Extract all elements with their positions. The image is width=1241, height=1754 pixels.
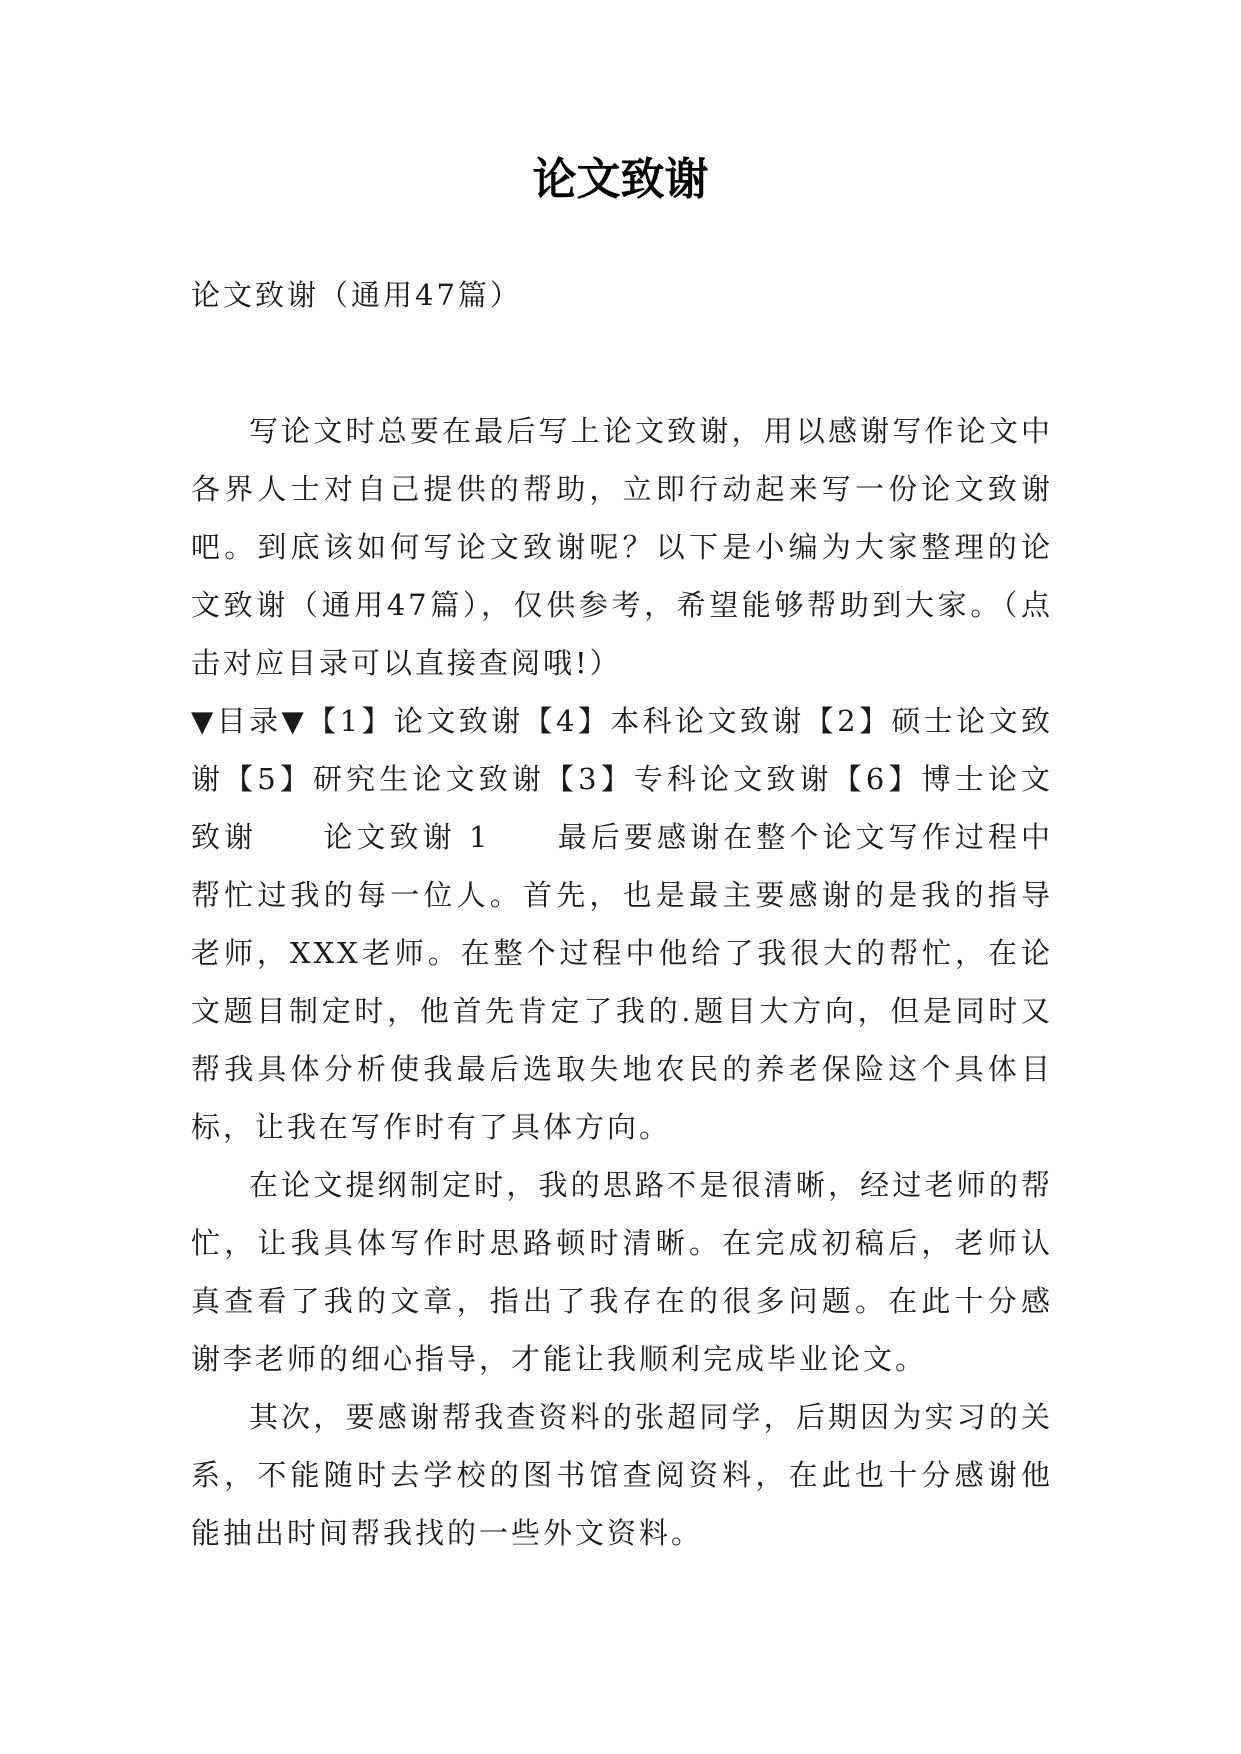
classmate-paragraph: 其次，要感谢帮我查资料的张超同学，后期因为实习的关系，不能随时去学校的图书馆查阅资料，在此也十分感谢他能抽出时间帮我找的一些外文资料。 <box>191 1400 1053 1550</box>
intro-paragraph: 写论文时总要在最后写上论文致谢，用以感谢写作论文中各界人士对自己提供的帮助，立即行动起来写一份论文致谢吧。到底该如何写论文致谢呢？以下是小编为大家整理的论文致谢（通用47篇），仅供参考，希望能够帮助到大家。（点击对应目录可以直接查阅哦!） <box>191 414 1053 680</box>
outline-paragraph: 在论文提纲制定时，我的思路不是很清晰，经过老师的帮忙，让我具体写作时思路顿时清晰。在完成初稿后，老师认真查看了我的文章，指出了我存在的很多问题。在此十分感谢李老师的细心指导，才能让我顺利完成毕业论文。 <box>191 1168 1053 1376</box>
toc-and-acknowledgement-paragraph: ▼目录▼【1】论文致谢【4】本科论文致谢【2】硕士论文致谢【5】研究生论文致谢【3】专科论文致谢【6】博士论文致谢 论文致谢 1 最后要感谢在整个论文写作过程中帮忙过我的每一位人。首先，也是最主要感谢的是我的指导老师，XXX老师。在整个过程中他给了我很大的帮忙，在论文题目制定时，他首先肯定了我的.题目大方向，但是同时又帮我具体分析使我最后选取失地农民的养老保险这个具体目标，让我在写作时有了具体方向。 <box>191 704 1053 1144</box>
document-body <box>191 402 1053 1562</box>
document-subtitle: 论文致谢（通用47篇） <box>191 278 522 312</box>
document-title: 论文致谢 <box>532 154 709 205</box>
